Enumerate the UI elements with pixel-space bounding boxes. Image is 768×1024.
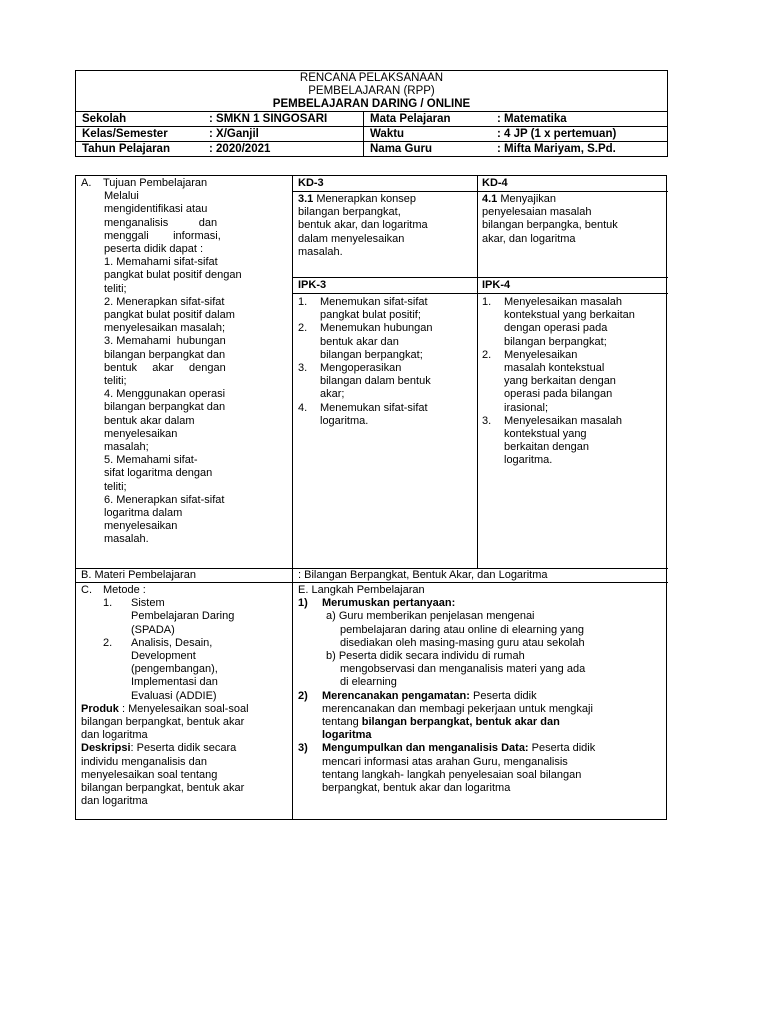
ipk4-item-line: berkaitan dengan bbox=[504, 441, 590, 454]
ipk3-item-line: bilangan berpangkat; bbox=[320, 348, 423, 361]
tujuan-line: teliti; bbox=[104, 375, 127, 388]
step-1-a-line: disediakan oleh masing-masing guru atau sekolah bbox=[340, 636, 585, 649]
ipk3-item-line: Mengoperasikan bbox=[320, 362, 402, 375]
step-2-title: Merencanakan pengamatan: bbox=[322, 689, 470, 702]
step-1-num: 1) bbox=[298, 597, 308, 610]
step-2-bold-line: bilangan berpangkat, bentuk akar dan bbox=[361, 716, 560, 729]
tujuan-line: sifat logaritma dengan bbox=[104, 467, 213, 480]
langkah-cell bbox=[298, 584, 666, 795]
ipk4-title: IPK-4 bbox=[482, 279, 511, 291]
ipk4-item-line: kontekstual yang bbox=[504, 428, 587, 441]
ipk3-list bbox=[298, 296, 475, 428]
document-title bbox=[76, 71, 667, 111]
materi-label: B. Materi Pembelajaran bbox=[81, 569, 196, 581]
step-3-line: berpangkat, bentuk akar dan logaritma bbox=[322, 782, 511, 795]
kd4-title: KD-4 bbox=[482, 177, 508, 189]
lesson-plan-table bbox=[75, 175, 667, 820]
kd4-cell bbox=[482, 193, 666, 246]
metode-item-line: Implementasi dan bbox=[131, 676, 218, 689]
metode-item-line: Analisis, Desain, bbox=[131, 636, 213, 649]
label-mata-pelajaran: Mata Pelajaran bbox=[370, 113, 451, 125]
tujuan-line: menyelesaikan bbox=[104, 520, 178, 533]
kd3-line: Menerapkan konsep bbox=[313, 193, 417, 205]
kd3-title: KD-3 bbox=[298, 177, 324, 189]
ipk3-item-line: Menemukan hubungan bbox=[320, 322, 433, 335]
deskripsi-label: Deskripsi bbox=[81, 742, 131, 755]
ipk4-item bbox=[482, 415, 666, 468]
metode-heading-num: C. bbox=[81, 584, 92, 596]
step-3-line: tentang langkah- langkah penyelesaian soal bilangan bbox=[322, 768, 582, 781]
value-nama-guru: : Mifta Mariyam, S.Pd. bbox=[497, 143, 616, 155]
label-tahun-pelajaran: Tahun Pelajaran bbox=[82, 143, 170, 155]
ipk3-item bbox=[298, 322, 475, 362]
tujuan-line: 4. Menggunakan operasi bbox=[104, 388, 226, 401]
tujuan-line: masalah; bbox=[104, 441, 149, 454]
tujuan-line: 3. Memahami hubungan bbox=[104, 335, 226, 348]
header-row-kelas bbox=[76, 126, 667, 141]
tujuan-line: 1. Memahami sifat-sifat bbox=[104, 256, 218, 269]
ipk4-item-line: dengan operasi pada bbox=[504, 322, 608, 335]
label-sekolah: Sekolah bbox=[82, 113, 127, 125]
deskripsi-line: dan logaritma bbox=[81, 795, 148, 808]
metode-item-line: Sistem bbox=[131, 597, 165, 610]
header-row-sekolah bbox=[76, 111, 667, 126]
value-kelas-semester: : X/Ganjil bbox=[203, 127, 364, 141]
ipk4-item-line: kontekstual yang berkaitan bbox=[504, 309, 635, 322]
ipk3-item-num: 1. bbox=[298, 296, 308, 308]
ipk4-item-line: masalah kontekstual bbox=[504, 362, 605, 375]
ipk3-item-line: akar; bbox=[320, 388, 345, 401]
ipk3-item-line: bentuk akar dan bbox=[320, 335, 399, 348]
ipk3-item-num: 4. bbox=[298, 401, 308, 414]
ipk4-item-num: 2. bbox=[482, 348, 492, 361]
langkah-heading: E. Langkah Pembelajaran bbox=[298, 584, 425, 596]
ipk3-item-line: Menemukan sifat-sifat bbox=[320, 401, 428, 414]
step-3-line: mencari informasi atas arahan Guru, menganalisis bbox=[322, 755, 568, 768]
tujuan-pembelajaran-cell bbox=[81, 177, 289, 547]
step-2-text: Peserta didik bbox=[469, 689, 537, 702]
kd3-line: bilangan berpangkat, bbox=[298, 206, 401, 219]
ipk3-title: IPK-3 bbox=[298, 279, 327, 291]
ipk4-item bbox=[482, 296, 666, 349]
kd4-line: bilangan berpangka, bentuk bbox=[482, 219, 618, 232]
deskripsi-block bbox=[81, 742, 289, 808]
value-tahun-pelajaran: : 2020/2021 bbox=[203, 142, 364, 156]
ipk4-item-line: Menyelesaikan bbox=[504, 348, 578, 361]
label-waktu: Waktu bbox=[370, 128, 405, 140]
tujuan-line: menyelesaikan bbox=[104, 427, 178, 440]
kd4-line: akar, dan logaritma bbox=[482, 232, 576, 245]
label-kelas-semester: Kelas/Semester bbox=[82, 128, 168, 140]
tujuan-line: peserta didik dapat : bbox=[104, 243, 204, 256]
ipk4-list bbox=[482, 296, 666, 468]
metode-item-line: Evaluasi (ADDIE) bbox=[131, 689, 217, 702]
header-row-tahun bbox=[76, 141, 667, 156]
step-1-a-line: a) Guru memberikan penjelasan mengenai bbox=[326, 610, 535, 623]
tujuan-line: teliti; bbox=[104, 480, 127, 493]
step-1-title: Merumuskan pertanyaan: bbox=[322, 597, 456, 610]
step-3-title: Mengumpulkan dan menganalisis Data: bbox=[322, 742, 529, 755]
tujuan-line: 5. Memahami sifat- bbox=[104, 454, 198, 467]
tujuan-line: menggali informasi, bbox=[104, 229, 221, 242]
metode-item bbox=[81, 637, 289, 703]
divider-col-2 bbox=[477, 176, 478, 568]
tujuan-line: pangkat bulat positif dengan bbox=[104, 269, 242, 282]
divider-kd-title bbox=[293, 191, 668, 192]
kd3-line: dalam menyelesaikan bbox=[298, 232, 405, 245]
step-1-a-line: pembelajaran daring atau online di elearning yang bbox=[340, 623, 585, 636]
ipk4-item-line: irasional; bbox=[504, 401, 549, 414]
tujuan-line: bentuk akar dalam bbox=[104, 414, 195, 427]
step-3-num: 3) bbox=[298, 742, 308, 755]
produk-line: bilangan berpangkat, bentuk akar bbox=[81, 716, 245, 729]
step-1-b-line: di elearning bbox=[340, 676, 397, 689]
value-mata-pelajaran: : Matematika bbox=[497, 113, 567, 125]
ipk3-item-line: pangkat bulat positif; bbox=[320, 309, 421, 322]
step-2-bold-line: logaritma bbox=[322, 729, 372, 742]
value-waktu: : 4 JP (1 x pertemuan) bbox=[497, 128, 617, 140]
langkah-step-2 bbox=[298, 690, 666, 703]
ipk4-item-num: 1. bbox=[482, 296, 492, 308]
ipk3-item bbox=[298, 362, 475, 402]
kd4-line: Menyajikan bbox=[497, 193, 556, 205]
tujuan-line: bentuk akar dengan bbox=[104, 361, 226, 374]
divider-ipk-title bbox=[293, 293, 668, 294]
metode-item-num: 2. bbox=[103, 636, 113, 649]
title-line-3: PEMBELAJARAN DARING / ONLINE bbox=[272, 98, 471, 110]
produk-line: dan logaritma bbox=[81, 729, 148, 742]
metode-item-num: 1. bbox=[103, 597, 113, 610]
tujuan-line: bilangan berpangkat dan bbox=[104, 348, 226, 361]
divider-row-materi-bottom bbox=[76, 582, 668, 583]
title-line-2: PEMBELAJARAN (RPP) bbox=[308, 85, 435, 97]
deskripsi-line: : Peserta didik secara bbox=[130, 742, 237, 755]
ipk3-item-line: logaritma. bbox=[320, 414, 369, 427]
tujuan-line: menyelesaikan masalah; bbox=[104, 322, 226, 335]
ipk3-item bbox=[298, 402, 475, 428]
ipk3-item-line: bilangan dalam bentuk bbox=[320, 375, 431, 388]
tujuan-line: mengidentifikasi atau bbox=[104, 203, 208, 216]
ipk4-item-line: operasi pada bilangan bbox=[504, 388, 613, 401]
kd4-line: penyelesaian masalah bbox=[482, 206, 592, 219]
divider-kd-bottom bbox=[293, 277, 668, 278]
ipk3-item-num: 2. bbox=[298, 322, 308, 335]
ipk3-item-line: Menemukan sifat-sifat bbox=[320, 296, 428, 308]
step-1-b-line: b) Peserta didik secara individu di rumah bbox=[326, 650, 525, 663]
title-line-1: RENCANA PELAKSANAAN bbox=[299, 72, 444, 84]
langkah-step-3 bbox=[298, 742, 666, 755]
metode-heading: Metode : bbox=[103, 584, 146, 596]
ipk4-item-line: logaritma. bbox=[504, 454, 553, 467]
ipk4-item-line: yang berkaitan dengan bbox=[504, 375, 616, 388]
step-2-line: merencanakan dan membagi pekerjaan untuk mengkaji bbox=[322, 702, 593, 715]
divider-col-1 bbox=[292, 176, 293, 820]
tujuan-line: masalah. bbox=[104, 533, 149, 546]
step-2-line: tentang bbox=[322, 716, 362, 729]
tujuan-line: logaritma dalam bbox=[104, 507, 183, 520]
metode-item-line: Development bbox=[131, 650, 196, 663]
deskripsi-line: bilangan berpangkat, bentuk akar bbox=[81, 782, 245, 795]
kd3-cell bbox=[298, 193, 475, 259]
kd3-number: 3.1 bbox=[298, 193, 314, 205]
langkah-step-1 bbox=[298, 597, 666, 610]
tujuan-heading-num: A. bbox=[81, 177, 92, 189]
tujuan-line: Melalui bbox=[104, 190, 139, 203]
ipk4-item-line: Menyelesaikan masalah bbox=[504, 414, 623, 427]
kd3-line: masalah. bbox=[298, 245, 343, 258]
metode-cell bbox=[81, 584, 289, 808]
tujuan-line: 2. Menerapkan sifat-sifat bbox=[104, 295, 225, 308]
step-1-b-line: mengobservasi dan menganalisis materi yang ada bbox=[340, 663, 586, 676]
tujuan-line: menganalisis dan bbox=[104, 216, 218, 229]
header-table bbox=[75, 70, 668, 157]
ipk3-item-num: 3. bbox=[298, 362, 308, 375]
tujuan-line: 6. Menerapkan sifat-sifat bbox=[104, 493, 225, 506]
produk-block bbox=[81, 703, 289, 743]
produk-line: : Menyelesaikan soal-soal bbox=[118, 702, 249, 715]
value-sekolah: : SMKN 1 SINGOSARI bbox=[203, 112, 364, 126]
tujuan-line: bilangan berpangkat dan bbox=[104, 401, 226, 414]
ipk3-item bbox=[298, 296, 475, 322]
step-3-text: Peserta didik bbox=[528, 742, 596, 755]
tujuan-line: teliti; bbox=[104, 282, 127, 295]
metode-item bbox=[81, 597, 289, 637]
kd3-line: bentuk akar, dan logaritma bbox=[298, 219, 428, 232]
metode-item-line: (pengembangan), bbox=[131, 663, 218, 676]
deskripsi-line: menyelesaikan soal tentang bbox=[81, 768, 218, 781]
metode-item-line: (SPADA) bbox=[131, 623, 175, 636]
ipk4-item bbox=[482, 349, 666, 415]
label-nama-guru: Nama Guru bbox=[370, 143, 432, 155]
tujuan-body bbox=[81, 190, 289, 546]
step-2-num: 2) bbox=[298, 689, 308, 702]
deskripsi-line: individu menganalisis dan bbox=[81, 755, 207, 768]
kd4-number: 4.1 bbox=[482, 193, 498, 205]
metode-item-line: Pembelajaran Daring bbox=[131, 610, 235, 623]
ipk4-item-line: bilangan berpangkat; bbox=[504, 335, 607, 348]
ipk4-item-num: 3. bbox=[482, 414, 492, 427]
materi-value: : Bilangan Berpangkat, Bentuk Akar, dan Logaritma bbox=[298, 569, 548, 581]
produk-label: Produk bbox=[81, 702, 119, 715]
tujuan-line: pangkat bulat positif dalam bbox=[104, 309, 235, 322]
ipk4-item-line: Menyelesaikan masalah bbox=[504, 296, 623, 308]
tujuan-heading: Tujuan Pembelajaran bbox=[103, 177, 208, 189]
